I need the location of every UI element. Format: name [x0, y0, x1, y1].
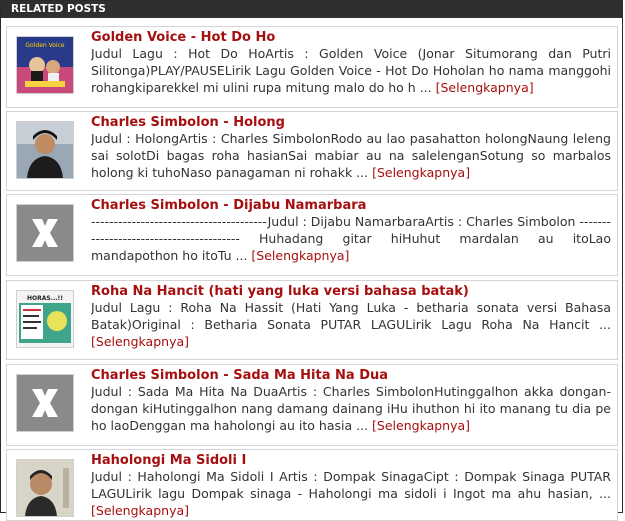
- bracket-open: [: [91, 503, 96, 518]
- read-more-link[interactable]: Selengkapnya: [95, 334, 185, 349]
- post-thumbnail[interactable]: [16, 374, 74, 432]
- list-item: [6, 280, 618, 360]
- read-more-link[interactable]: Selengkapnya: [95, 503, 185, 518]
- post-thumbnail[interactable]: [16, 290, 74, 348]
- bracket-open: [: [372, 418, 377, 433]
- no-image-placeholder-icon: [17, 375, 73, 431]
- post-excerpt: [91, 130, 611, 181]
- bracket-open: [: [91, 334, 96, 349]
- bracket-close: ]: [184, 334, 190, 349]
- list-item: [6, 449, 618, 521]
- post-thumbnail[interactable]: [16, 36, 74, 94]
- post-thumbnail[interactable]: [16, 204, 74, 262]
- list-item: [6, 364, 618, 446]
- post-title-link[interactable]: Charles Simbolon - Dijabu Namarbara: [91, 198, 367, 213]
- bracket-close: ]: [528, 80, 534, 95]
- post-thumbnail[interactable]: [16, 121, 74, 179]
- artist-photo-icon: [17, 122, 73, 178]
- no-image-placeholder-icon: [17, 205, 73, 261]
- album-cover-icon: [17, 37, 73, 93]
- bracket-close: ]: [344, 248, 350, 263]
- bracket-close: ]: [184, 503, 190, 518]
- post-title-link[interactable]: Charles Simbolon - Holong: [91, 115, 285, 130]
- read-more-link[interactable]: Selengkapnya: [440, 80, 529, 95]
- post-title-link[interactable]: Charles Simbolon - Sada Ma Hita Na Dua: [91, 368, 389, 383]
- post-excerpt: [91, 45, 611, 96]
- bracket-close: ]: [465, 418, 471, 433]
- list-item: [6, 111, 618, 191]
- post-excerpt: [91, 299, 611, 350]
- read-more-link[interactable]: Selengkapnya: [256, 248, 345, 263]
- widget-title: RELATED POSTS: [1, 1, 622, 18]
- bracket-open: [: [251, 248, 257, 263]
- post-thumbnail[interactable]: [16, 459, 74, 517]
- excerpt-text: Judul : HolongArtis : Charles SimbolonRodo au lao pasahatton holongNaung leleng sai solotDi bagas roha hasianSai mabiar au na salelenganSotung so marbalos holong ki tuhoNaso panagaman ni rohakk ...: [91, 131, 611, 180]
- excerpt-text: Judul : Sada Ma Hita Na DuaArtis : Charles SimbolonHutinggalhon akka dongan-dongan kiHutinggalhon nang damang dainang iHu ihuthon hi ito manang tu dia pe ho laoDenggan ma haholongi au ito hasia ...: [91, 384, 611, 433]
- artist-photo-icon: [17, 460, 73, 516]
- bracket-open: [: [372, 165, 377, 180]
- excerpt-text: Judul Lagu : Roha Na Hassit (Hati Yang Luka - betharia sonata versi Bahasa Batak)Original : Betharia Sonata PUTAR LAGULirik Lagu Roha Na Hancit ...: [91, 300, 611, 332]
- read-more-link[interactable]: Selengkapnya: [376, 165, 466, 180]
- svg-text:Golden Voice: Golden Voice: [25, 42, 65, 49]
- list-item: [6, 26, 618, 108]
- post-title-link[interactable]: Golden Voice - Hot Do Ho: [91, 30, 276, 45]
- excerpt-text: Judul : Haholongi Ma Sidoli I Artis : Dompak SinagaCipt : Dompak Sinaga PUTAR LAGULirik lagu Dompak sinaga - Haholongi ma sidoli i Ingot ma ahu hasian, ...: [91, 469, 611, 501]
- post-excerpt: [91, 213, 611, 264]
- list-item: [6, 194, 618, 276]
- bracket-close: ]: [465, 165, 471, 180]
- excerpt-text: ---------------------------------------Judul : Dijabu NamarbaraArtis : Charles Simbolon ---------------------------------------- Huhadang gitar hiHuhut mardalan au itoLao mandapothon ho itoTu ...: [91, 214, 611, 263]
- lyrics-banner-icon: [17, 291, 73, 347]
- post-excerpt: [91, 383, 611, 434]
- svg-text:HORAS...!!: HORAS...!!: [26, 295, 64, 302]
- post-excerpt: [91, 468, 611, 519]
- excerpt-text: Judul Lagu : Hot Do HoArtis : Golden Voice (Jonar Situmorang dan Putri Silitonga)PLAY/PAUSELirik Lagu Golden Voice - Hot Do Hoholan ho nama manggohi rohangkiparekkel mi ulini rupa mitung malo do ho h ...: [91, 46, 611, 95]
- post-title-link[interactable]: Haholongi Ma Sidoli I: [91, 453, 247, 468]
- bracket-open: [: [435, 80, 441, 95]
- post-title-link[interactable]: Roha Na Hancit (hati yang luka versi bahasa batak): [91, 284, 469, 299]
- read-more-link[interactable]: Selengkapnya: [376, 418, 466, 433]
